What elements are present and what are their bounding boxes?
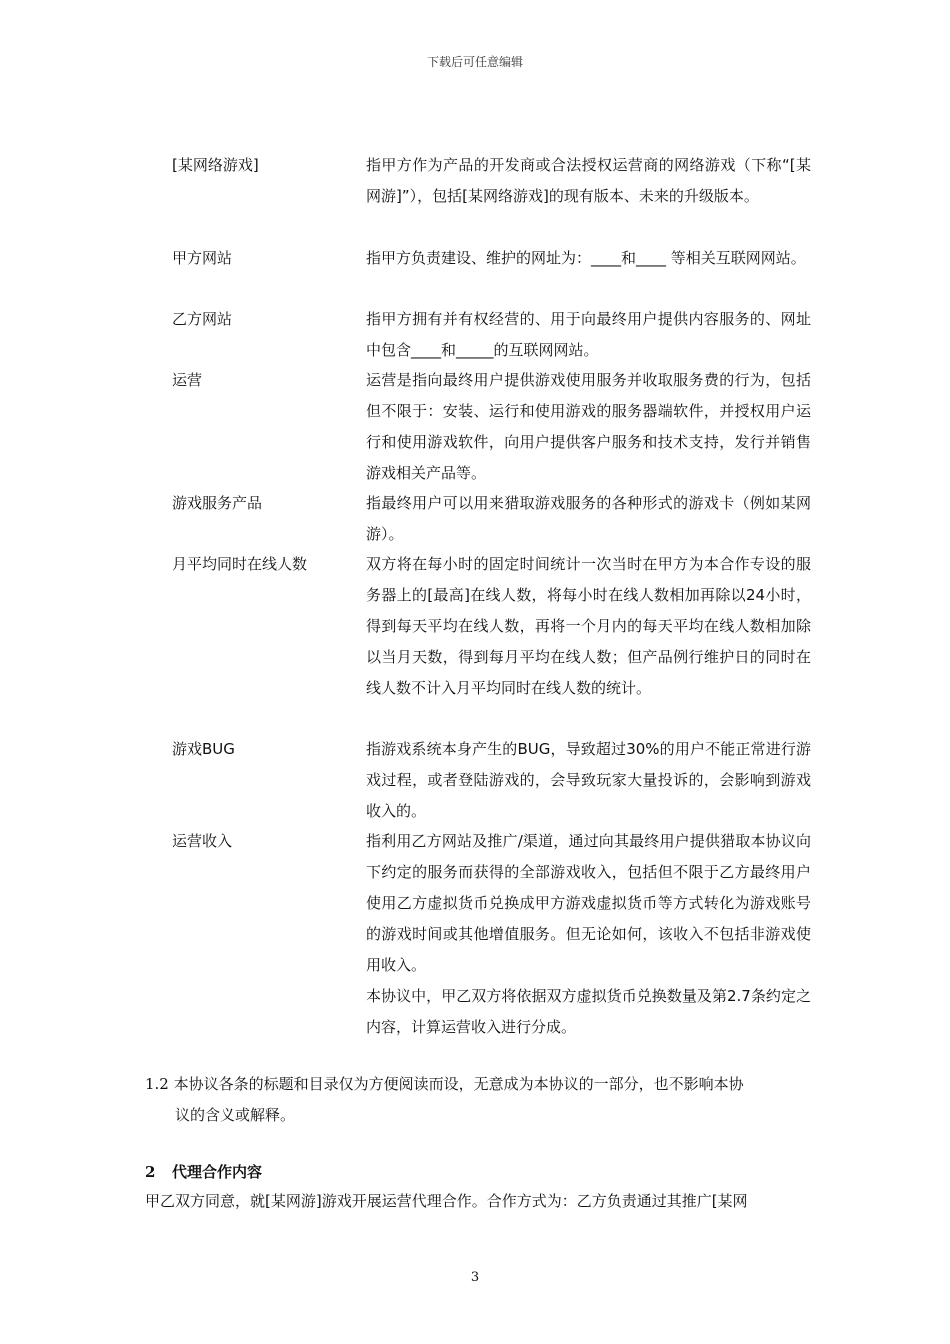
definition-paragraph: 指利用乙方网站及推广/渠道，通过向其最终用户提供猎取本协议向下约定的服务而获得的全部游戏收入，包括但不限于乙方最终用户使用乙方虚拟货币兑换成甲方游戏虚拟货币等方式转化为游戏账号的游戏时间或其他增值服务。但无论如何，该收入不包括非游戏使用收入。: [366, 832, 811, 974]
clause-line: [145, 1069, 811, 1100]
section-number: 2: [145, 1163, 156, 1181]
definition-description: [366, 488, 811, 550]
section-heading: [145, 1158, 262, 1186]
definition-paragraph: 本协议中，甲乙双方将依据双方虚拟货币兑换数量及第2.7条约定之内容，计算运营收入进行分成。: [366, 987, 811, 1036]
definition-description: [366, 826, 811, 1043]
clause-number: 1.2: [145, 1075, 169, 1093]
definition-paragraph: 指甲方负责建设、维护的网址为：____和____ 等相关互联网网站。: [366, 249, 806, 267]
definition-term: 甲方网站: [172, 249, 233, 267]
definition-term: 游戏BUG: [172, 740, 235, 758]
definition-description: [366, 549, 811, 704]
section-title: 代理合作内容: [172, 1163, 263, 1181]
definition-paragraph: 指甲方作为产品的开发商或合法授权运营商的网络游戏（下称“[某网游]”），包括[某网络游戏]的现有版本、未来的升级版本。: [366, 156, 811, 205]
definition-term: 运营收入: [172, 832, 233, 850]
page-number: 3: [470, 1270, 480, 1285]
definition-term: 运营: [172, 371, 203, 389]
definition-paragraph: 运营是指向最终用户提供游戏使用服务并收取服务费的行为，包括但不限于：安装、运行和使用游戏的服务器端软件，并授权用户运行和使用游戏软件，向用户提供客户服务和技术支持，发行并销售游戏相关产品等。: [366, 371, 811, 482]
definition-description: [366, 304, 811, 366]
definition-term: 游戏服务产品: [172, 494, 263, 512]
definition-paragraph: 指最终用户可以用来猎取游戏服务的各种形式的游戏卡（例如某网游）。: [366, 494, 811, 543]
clause-line: 议的含义或解释。: [175, 1106, 296, 1124]
definition-paragraph: 指甲方拥有并有权经营的、用于向最终用户提供内容服务的、网址中包含____和_____的互联网网站。: [366, 310, 811, 359]
definition-description: [366, 243, 811, 274]
definition-description: [366, 365, 811, 489]
definition-term: 乙方网站: [172, 310, 233, 328]
clause-1-2: [145, 1069, 811, 1131]
definition-term: 月平均同时在线人数: [172, 555, 308, 573]
definition-paragraph: 双方将在每小时的固定时间统计一次当时在甲方为本合作专设的服务器上的[最高]在线人数，将每小时在线人数相加再除以24小时，得到每天平均在线人数，再将一个月内的每天平均在线人数相加除以当月天数，得到每月平均在线人数；但产品例行维护日的同时在线人数不计入月平均同时在线人数的统计。: [366, 555, 811, 697]
definition-term: [某网络游戏]: [172, 156, 259, 174]
definition-paragraph: 指游戏系统本身产生的BUG，导致超过30%的用户不能正常进行游戏过程，或者登陆游戏的，会导致玩家大量投诉的，会影响到游戏收入的。: [366, 740, 811, 820]
section-body: 甲乙双方同意，就[某网游]游戏开展运营代理合作。合作方式为：乙方负责通过其推广[某网: [145, 1192, 748, 1210]
page-header: 下载后可任意编辑: [426, 55, 523, 69]
definition-description: [366, 734, 811, 827]
clause-text: 本协议各条的标题和目录仅为方便阅读而设，无意成为本协议的一部分，也不影响本协: [173, 1075, 744, 1093]
definition-description: [366, 150, 811, 212]
